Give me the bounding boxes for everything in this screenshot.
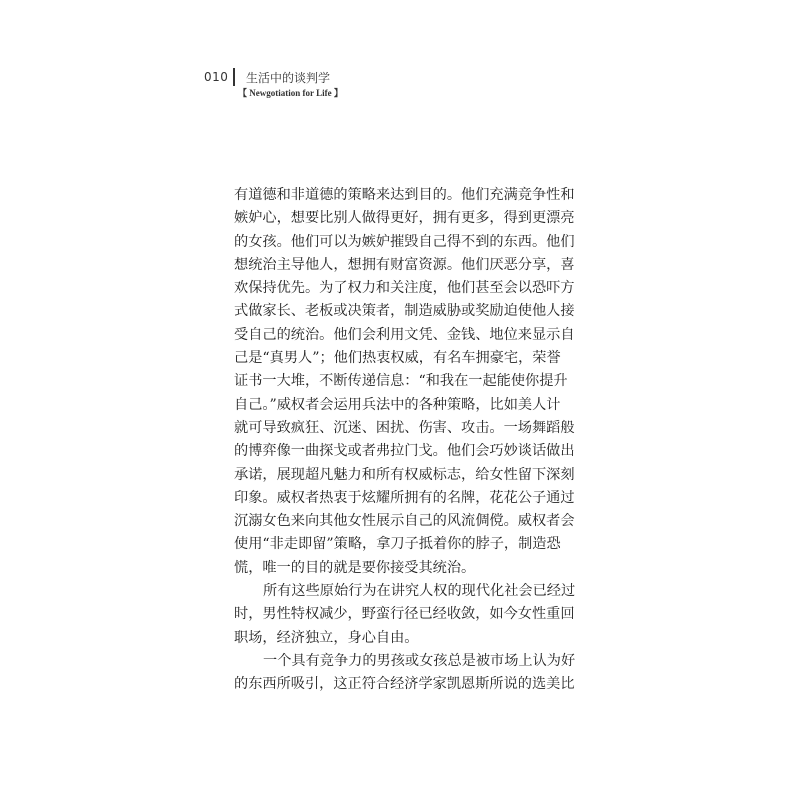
text-line: 自己。”威权者会运用兵法中的各种策略，比如美人计	[234, 396, 561, 413]
text-line: 职场，经济独立，身心自由。	[234, 629, 419, 646]
text-line: 受自己的统治。他们会利用文凭、金钱、地位来显示自	[234, 326, 575, 343]
text-line: 有道德和非道德的策略来达到目的。他们充满竞争性和	[234, 187, 575, 203]
header-divider	[233, 68, 235, 86]
text-line: 沉溺女色来向其他女性展示自己的风流倜傥。威权者会	[234, 513, 575, 530]
body-text	[234, 184, 576, 697]
page-number: 010	[204, 70, 229, 84]
text-line: 慌，唯一的目的就是要你接受其统治。	[234, 559, 476, 576]
text-line: 印象。威权者热衷于炫耀所拥有的名牌，花花公子通过	[234, 489, 575, 506]
text-line: 使用“非走即留”策略，拿刀子抵着你的脖子，制造恐	[234, 536, 561, 553]
text-line: 己是“真男人”；他们热衷权威，有名车拥豪宅，荣誉	[234, 350, 561, 367]
paragraph	[234, 184, 575, 580]
text-line: 嫉妒心，想要比别人做得更好，拥有更多，得到更漂亮	[234, 210, 575, 227]
text-line: 想统治主导他人，想拥有财富资源。他们厌恶分享，喜	[234, 256, 575, 273]
paragraph	[234, 580, 576, 650]
text-line: 式做家长、老板或决策者，制造威胁或奖励迫使他人接	[234, 303, 575, 320]
text-line: 一个具有竞争力的男孩或女孩总是被市场上认为好	[263, 652, 576, 669]
text-line: 证书一大堆，不断传递信息：“和我在一起能使你提升	[234, 373, 568, 390]
book-subtitle: 【 Newgotiation for Life 】	[238, 88, 343, 98]
text-line: 的东西所吸引，这正符合经济学家凯恩斯所说的选美比	[234, 676, 575, 693]
text-line: 承诺，展现超凡魅力和所有权威标志，给女性留下深刻	[234, 466, 575, 483]
paragraph	[234, 650, 576, 697]
book-title: 生活中的谈判学	[246, 71, 331, 85]
text-line: 时，男性特权减少，野蛮行径已经收敛，如今女性重回	[234, 606, 575, 623]
text-line: 就可导致疯狂、沉迷、困扰、伤害、攻击。一场舞蹈般	[234, 419, 575, 436]
text-line: 欢保持优先。为了权力和关注度，他们甚至会以恐吓方	[234, 280, 575, 297]
text-line: 所有这些原始行为在讲究人权的现代化社会已经过	[263, 583, 576, 600]
text-line: 的博弈像一曲探戈或者弗拉门戈。他们会巧妙谈话做出	[234, 443, 575, 460]
text-line: 的女孩。他们可以为嫉妒摧毁自己得不到的东西。他们	[234, 233, 575, 250]
running-header	[204, 66, 404, 98]
